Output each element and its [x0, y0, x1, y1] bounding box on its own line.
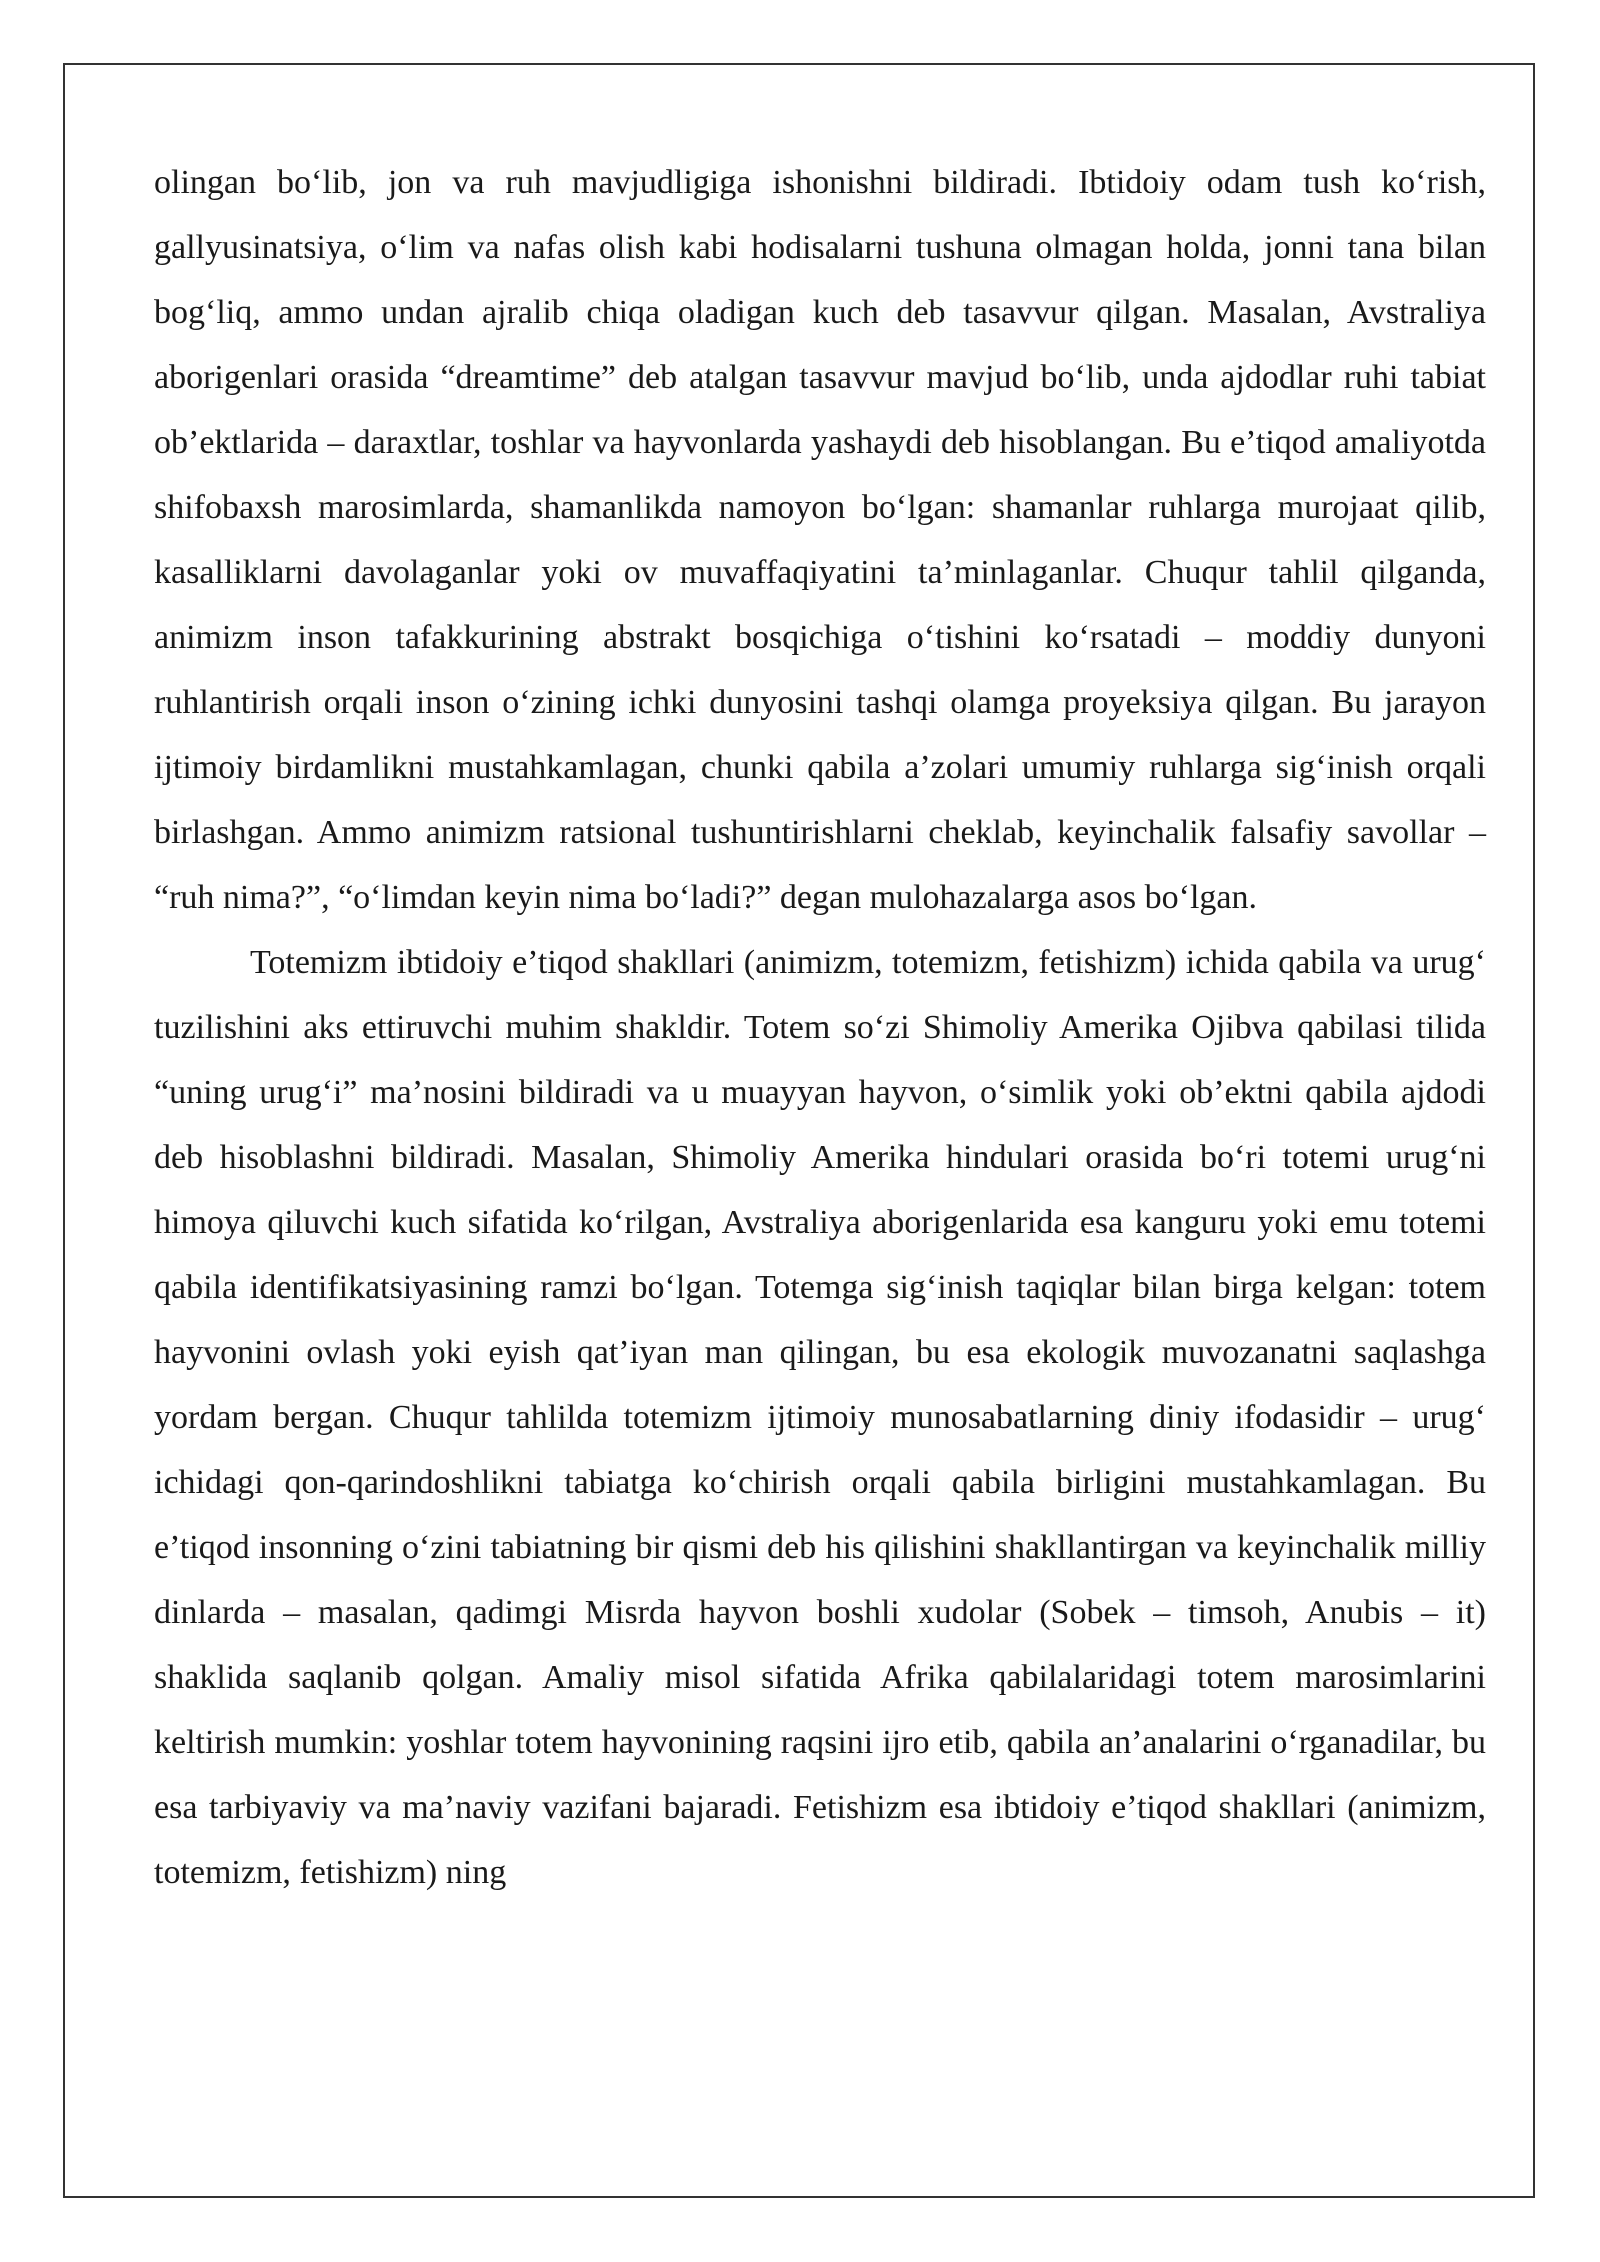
paragraph-totemism: Totemizm ibtidoiy e’tiqod shakllari (animizm, totemizm, fetishizm) ichida qabila va urug‘ tuzilishini aks ettiruvchi muhim shakldir. Totem so‘zi Shimoliy Amerika Ojibva qabilasi tilida “uning urug‘i” ma’nosini bildiradi va u muayyan hayvon, o‘simlik yoki ob’ektni qabila ajdodi deb hisoblashni bildiradi. Masalan, Shimoliy Amerika hindulari orasida bo‘ri totemi urug‘ni himoya qiluvchi kuch sifatida ko‘rilgan, Avstraliya aborigenlarida esa kanguru yoki emu totemi qabila identifikatsiyasining ramzi bo‘lgan. Totemga sig‘inish taqiqlar bilan birga kelgan: totem hayvonini ovlash yoki eyish qat’iyan man qilingan, bu esa ekologik muvozanatni saqlashga yordam bergan. Chuqur tahlilda totemizm ijtimoiy munosabatlarning diniy ifodasidir – urug‘ ichidagi qon-qarindoshlikni tabiatga ko‘chirish orqali qabila birligini mustahkamlagan. Bu e’tiqod insonning o‘zini tabiatning bir qismi deb his qilishini shakllantirgan va keyinchalik milliy dinlarda – masalan, qadimgi Misrda hayvon boshli xudolar (Sobek – timsoh, Anubis – it) shaklida saqlanib qolgan. Amaliy misol sifatida Afrika qabilalaridagi totem marosimlarini keltirish mumkin: yoshlar totem hayvonining raqsini ijro etib, qabila an’analarini o‘rganadilar, bu esa tarbiyaviy va ma’naviy vazifani bajaradi. Fetishizm esa ibtidoiy e’tiqod shakllari (animizm, totemizm, fetishizm) ning: [154, 944, 1486, 1891]
document-body: [154, 150, 1486, 1905]
paragraph-animism: olingan bo‘lib, jon va ruh mavjudligiga ishonishni bildiradi. Ibtidoiy odam tush ko‘rish, gallyusinatsiya, o‘lim va nafas olish kabi hodisalarni tushuna olmagan holda, jonni tana bilan bog‘liq, ammo undan ajralib chiqa oladigan kuch deb tasavvur qilgan. Masalan, Avstraliya aborigenlari orasida “dreamtime” deb atalgan tasavvur mavjud bo‘lib, unda ajdodlar ruhi tabiat ob’ektlarida – daraxtlar, toshlar va hayvonlarda yashaydi deb hisoblangan. Bu e’tiqod amaliyotda shifobaxsh marosimlarda, shamanlikda namoyon bo‘lgan: shamanlar ruhlarga murojaat qilib, kasalliklarni davolaganlar yoki ov muvaffaqiyatini ta’minlaganlar. Chuqur tahlil qilganda, animizm inson tafakkurining abstrakt bosqichiga o‘tishini ko‘rsatadi – moddiy dunyoni ruhlantirish orqali inson o‘zining ichki dunyosini tashqi olamga proyeksiya qilgan. Bu jarayon ijtimoiy birdamlikni mustahkamlagan, chunki qabila a’zolari umumiy ruhlarga sig‘inish orqali birlashgan. Ammo animizm ratsional tushuntirishlarni cheklab, keyinchalik falsafiy savollar – “ruh nima?”, “o‘limdan keyin nima bo‘ladi?” degan mulohazalarga asos bo‘lgan.: [154, 164, 1486, 916]
